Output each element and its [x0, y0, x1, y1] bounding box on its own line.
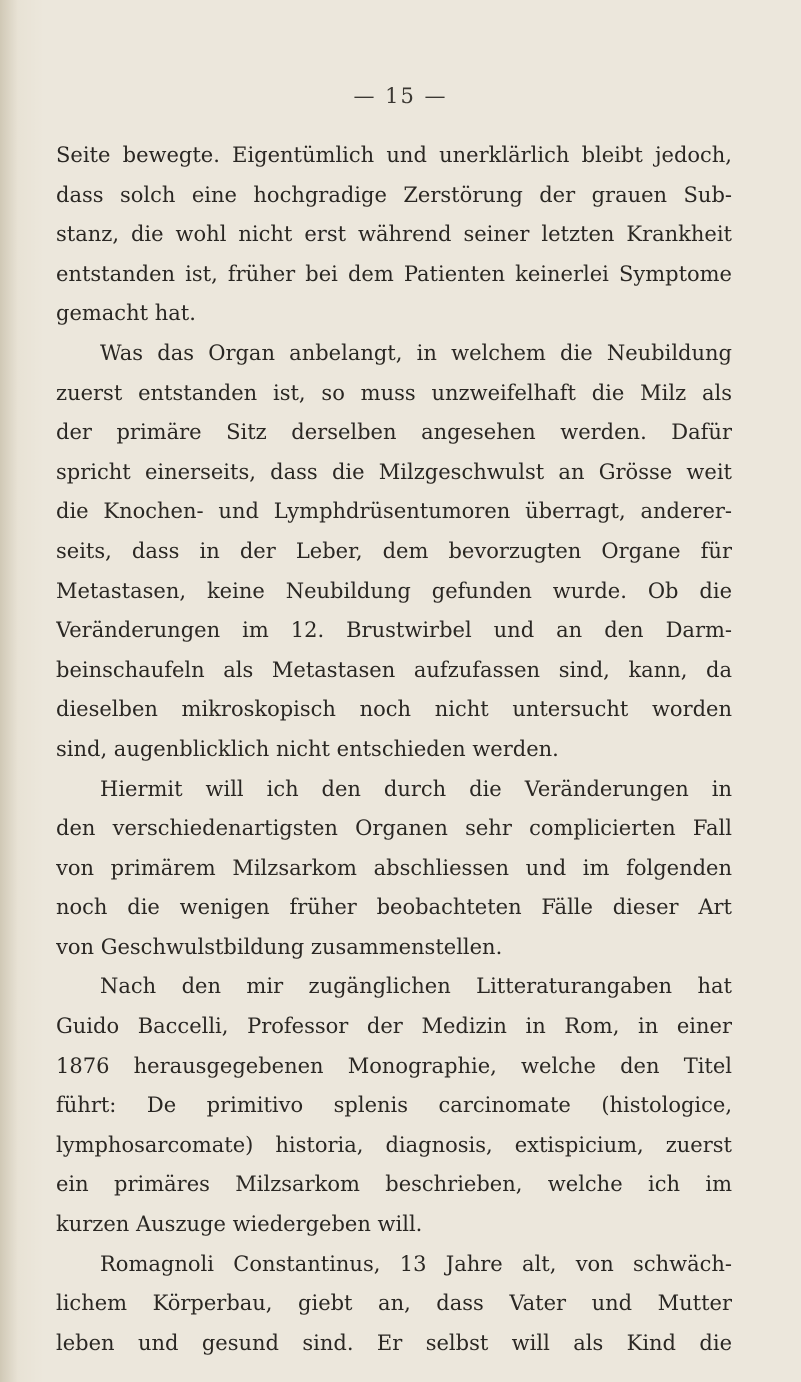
text-line: lymphosarcomate) historia, diagnosis, extispicium, zuerst: [56, 1132, 732, 1157]
text-line: Metastasen, keine Neubildung gefunden wurde. Ob die: [56, 578, 732, 603]
paragraph: [56, 770, 732, 968]
text-line: Was das Organ anbelangt, in welchem die Neubildung: [100, 340, 732, 365]
text-line: Nach den mir zugänglichen Litteraturangaben hat: [100, 974, 732, 999]
text-line: von primärem Milzsarkom abschliessen und im folgenden: [56, 855, 732, 880]
text-line: stanz, die wohl nicht erst während seiner letzten Krankheit: [56, 222, 732, 247]
text-line: den verschiedenartigsten Organen sehr complicierten Fall: [56, 816, 732, 841]
text-line: spricht einerseits, dass die Milzgeschwulst an Grösse weit: [56, 459, 732, 484]
text-line: dass solch eine hochgradige Zerstörung der grauen Sub-: [56, 182, 732, 207]
text-line: der primäre Sitz derselben angesehen werden. Dafür: [56, 420, 732, 445]
text-line: entstanden ist, früher bei dem Patienten keinerlei Symptome: [56, 261, 732, 286]
paragraph: [56, 1245, 732, 1364]
text-line: führt: De primitivo splenis carcinomate (histologice,: [56, 1093, 732, 1118]
text-line: 1876 herausgegebenen Monographie, welche den Titel: [56, 1053, 732, 1078]
text-line: von Geschwulstbildung zusammenstellen.: [56, 934, 503, 959]
text-line: sind, augenblicklich nicht entschieden werden.: [56, 736, 559, 761]
text-line: Seite bewegte. Eigentümlich und unerklärlich bleibt jedoch,: [56, 143, 732, 167]
text-line: zuerst entstanden ist, so muss unzweifelhaft die Milz als: [56, 380, 732, 405]
paragraph: [56, 334, 732, 770]
text-line: seits, dass in der Leber, dem bevorzugten Organe für: [56, 538, 732, 563]
text-line: lichem Körperbau, giebt an, dass Vater und Mutter: [56, 1291, 732, 1316]
text-line: beinschaufeln als Metastasen aufzufassen sind, kann, da: [56, 657, 732, 682]
text-line: Hiermit will ich den durch die Veränderungen in: [100, 776, 732, 801]
body-text: [56, 136, 732, 1363]
text-line: gemacht hat.: [56, 301, 196, 326]
text-line: Veränderungen im 12. Brustwirbel und an den Darm-: [56, 618, 732, 643]
page-number: — 15 —: [353, 84, 448, 108]
paragraph: [56, 967, 732, 1244]
paragraph: [56, 136, 732, 334]
text-line: kurzen Auszuge wiedergeben will.: [56, 1212, 423, 1237]
text-line: die Knochen- und Lymphdrüsentumoren überragt, anderer-: [56, 499, 732, 524]
text-line: ein primäres Milzsarkom beschrieben, welche ich im: [56, 1172, 732, 1197]
text-line: dieselben mikroskopisch noch nicht untersucht worden: [56, 697, 732, 722]
text-line: Romagnoli Constantinus, 13 Jahre alt, von schwäch-: [100, 1251, 732, 1276]
text-line: leben und gesund sind. Er selbst will als Kind die: [56, 1330, 732, 1355]
text-line: Guido Baccelli, Professor der Medizin in Rom, in einer: [56, 1014, 732, 1039]
text-line: noch die wenigen früher beobachteten Fälle dieser Art: [56, 895, 732, 920]
